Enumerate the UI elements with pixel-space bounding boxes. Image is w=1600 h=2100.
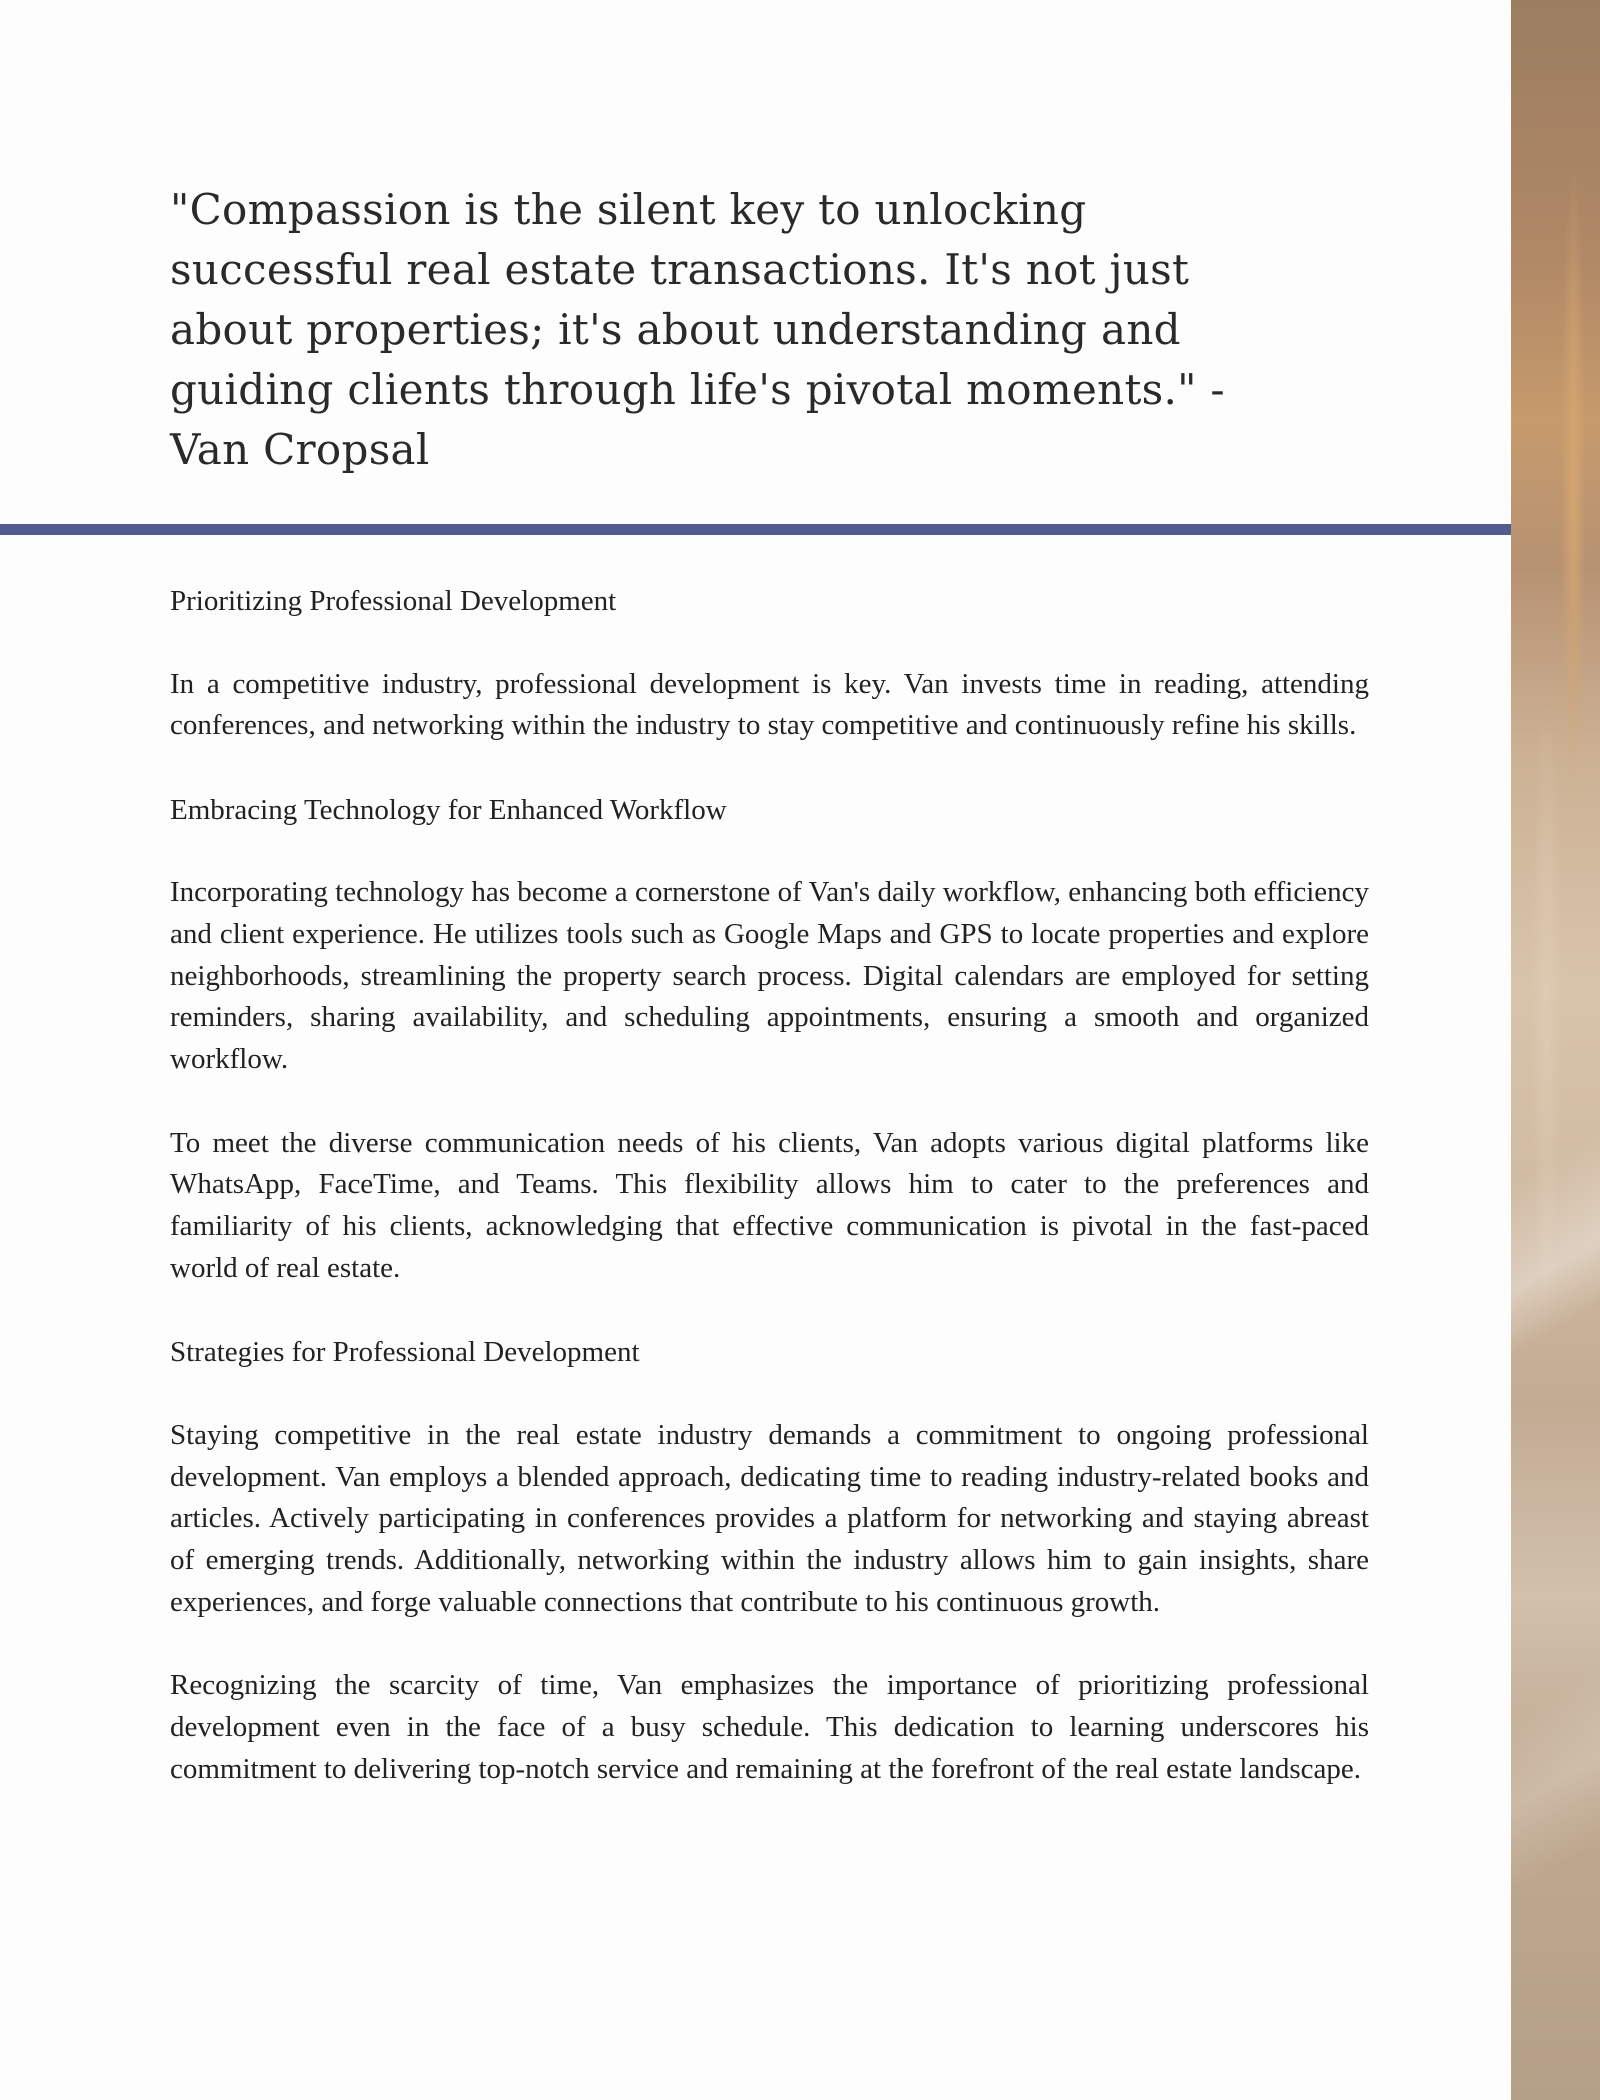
heading-strategies: Strategies for Professional Development xyxy=(170,1336,640,1369)
quote-block xyxy=(170,180,1250,480)
heading-professional-development: Prioritizing Professional Development xyxy=(170,585,617,617)
heading-embracing-technology: Embracing Technology for Enhanced Workflow xyxy=(170,793,727,826)
paragraph-time-priority: Recognizing the scarcity of time, Van emphasizes the importance of prioritizing professional development even in the face of a busy schedule. This dedication to learning underscores his commitment to delivering top-notch service and remaining at the forefront of the real estate landscape. xyxy=(170,1669,1369,1785)
paragraph-professional-development: In a competitive industry, professional development is key. Van invests time in reading, attending conferences, and networking within the industry to stay competitive and continuously refine his skills. xyxy=(170,667,1369,742)
article-body xyxy=(170,580,1369,1791)
pull-quote: "Compassion is the silent key to unlocking successful real estate transactions. It's not just about properties; it's about understanding and guiding clients through life's pivotal moments." - Van Cropsal xyxy=(170,185,1225,474)
section-divider xyxy=(0,524,1511,535)
paragraph-strategies-approach: Staying competitive in the real estate industry demands a commitment to ongoing professional development. Van employs a blended approach, dedicating time to reading industry-related books and articles. Actively participating in conferences provides a platform for networking and staying abreast of emerging trends. Additionally, networking within the industry allows him to gain insights, share experiences, and forge valuable connections that contribute to his continuous growth. xyxy=(170,1418,1369,1618)
decorative-side-photo xyxy=(1511,0,1600,2100)
paragraph-technology-workflow: Incorporating technology has become a cornerstone of Van's daily workflow, enhancing both efficiency and client experience. He utilizes tools such as Google Maps and GPS to locate properties and explore neighborhoods, streamlining the property search process. Digital calendars are employed for setting reminders, sharing availability, and scheduling appointments, ensuring a smooth and organized workflow. xyxy=(170,876,1369,1076)
paragraph-communication-platforms: To meet the diverse communication needs of his clients, Van adopts various digital platforms like WhatsApp, FaceTime, and Teams. This flexibility allows him to cater to the preferences and familiarity of his clients, acknowledging that effective communication is pivotal in the fast-paced world of real estate. xyxy=(170,1126,1369,1284)
